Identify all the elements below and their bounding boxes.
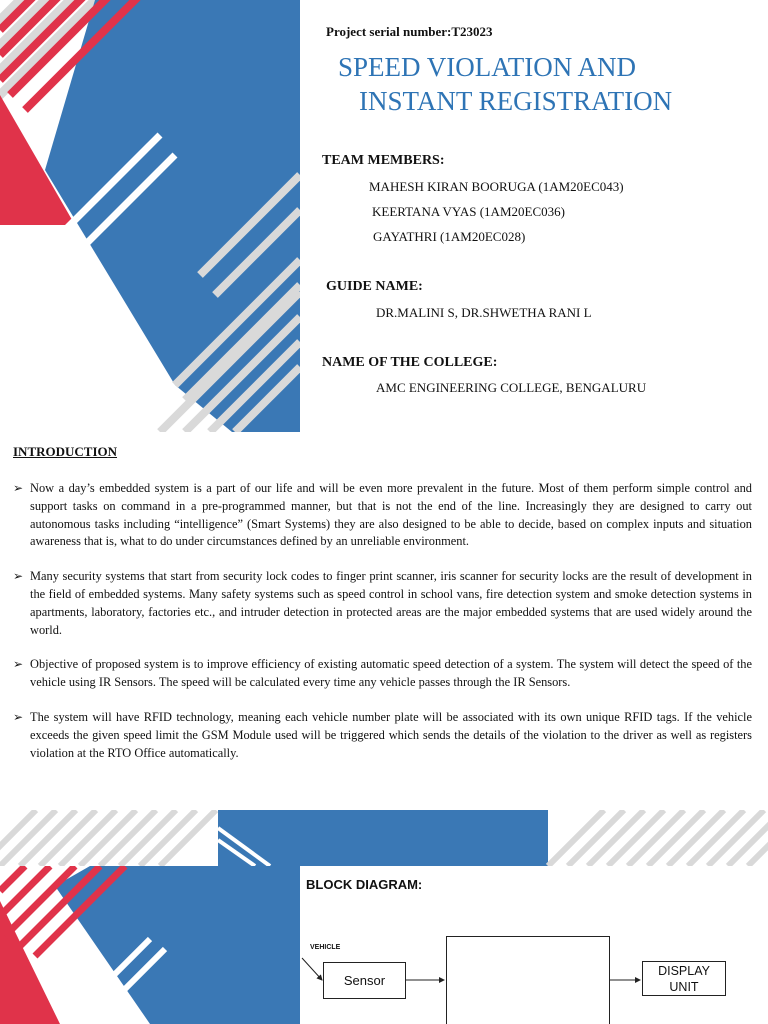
arrow-bullet-icon: ➢ xyxy=(13,709,24,724)
introduction-paragraph xyxy=(13,480,752,551)
guide-names: DR.MALINI S, DR.SHWETHA RANI L xyxy=(376,305,592,320)
introduction-list xyxy=(13,480,752,779)
team-members-heading: TEAM MEMBERS: xyxy=(322,153,445,168)
introduction-heading: INTRODUCTION xyxy=(13,444,118,459)
paragraph-text: Objective of proposed system is to improve efficiency of existing automatic speed detection of a system. The system will detect the speed of the vehicle using IR Sensors. The speed will be calculated every time any vehicle passes through the IR Sensors. xyxy=(30,657,752,690)
vehicle-label: VEHICLE xyxy=(310,944,341,951)
block-diagram-heading: BLOCK DIAGRAM: xyxy=(306,877,423,892)
controller-block xyxy=(446,936,610,1024)
guide-name-heading: GUIDE NAME: xyxy=(326,279,423,294)
college-heading: NAME OF THE COLLEGE: xyxy=(322,355,498,370)
sensor-label: Sensor xyxy=(343,973,386,988)
paragraph-text: Now a day’s embedded system is a part of our life and will be even more prevalent in the future. Most of them perform simple control and support tasks on command in a pre-programmed manner, but that is not the end of the line. Increasingly they are designed to carry out autonomous tasks including “intelligence” (Smart Systems) they are also designed to be able to decide, based on complex inputs and situation awareness that is, what to do under circumstances defined by an unreliable environment. xyxy=(30,481,752,549)
vehicle-to-sensor-arrow xyxy=(302,958,322,980)
display-unit-label: DISPLAY UNIT xyxy=(658,963,710,994)
introduction-paragraph xyxy=(13,568,752,639)
team-member-3: GAYATHRI (1AM20EC028) xyxy=(373,229,526,244)
project-title xyxy=(338,50,672,118)
team-member-1: MAHESH KIRAN BOORUGA (1AM20EC043) xyxy=(369,179,624,194)
introduction-paragraph xyxy=(13,656,752,692)
paragraph-text: The system will have RFID technology, meaning each vehicle number plate will be associated with its own unique RFID tags. If the vehicle exceeds the given speed limit the GSM Module used will be triggered which sends the details of the violation to the driver as well as registers violation at the RTO Office automatically. xyxy=(30,709,752,760)
title-line-1: SPEED VIOLATION AND xyxy=(338,52,637,82)
arrow-bullet-icon: ➢ xyxy=(13,569,24,584)
college-name: AMC ENGINEERING COLLEGE, BENGALURU xyxy=(376,380,647,395)
introduction-paragraph xyxy=(13,709,752,762)
arrow-bullet-icon: ➢ xyxy=(13,481,24,495)
display-unit-block xyxy=(642,961,726,996)
decorative-graphic-bottom xyxy=(0,866,300,1024)
sensor-block xyxy=(323,962,406,999)
arrow-bullet-icon: ➢ xyxy=(13,657,24,672)
team-member-2: KEERTANA VYAS (1AM20EC036) xyxy=(372,204,565,219)
title-line-2: INSTANT REGISTRATION xyxy=(359,86,673,116)
paragraph-text: Many security systems that start from security lock codes to finger print scanner, iris scanner for security locks are the result of development in the field of embedded systems. Many safety systems such as speed control in school vans, fire detection system and smoke detection systems in apartments, laboratory, factories etc., and intruder detection in protected areas are the major embedded systems that are used widely around the world. xyxy=(30,569,752,637)
decorative-stripe-band xyxy=(0,810,768,866)
project-serial-number: Project serial number:T23023 xyxy=(326,24,493,39)
decorative-graphic-top xyxy=(0,0,300,432)
